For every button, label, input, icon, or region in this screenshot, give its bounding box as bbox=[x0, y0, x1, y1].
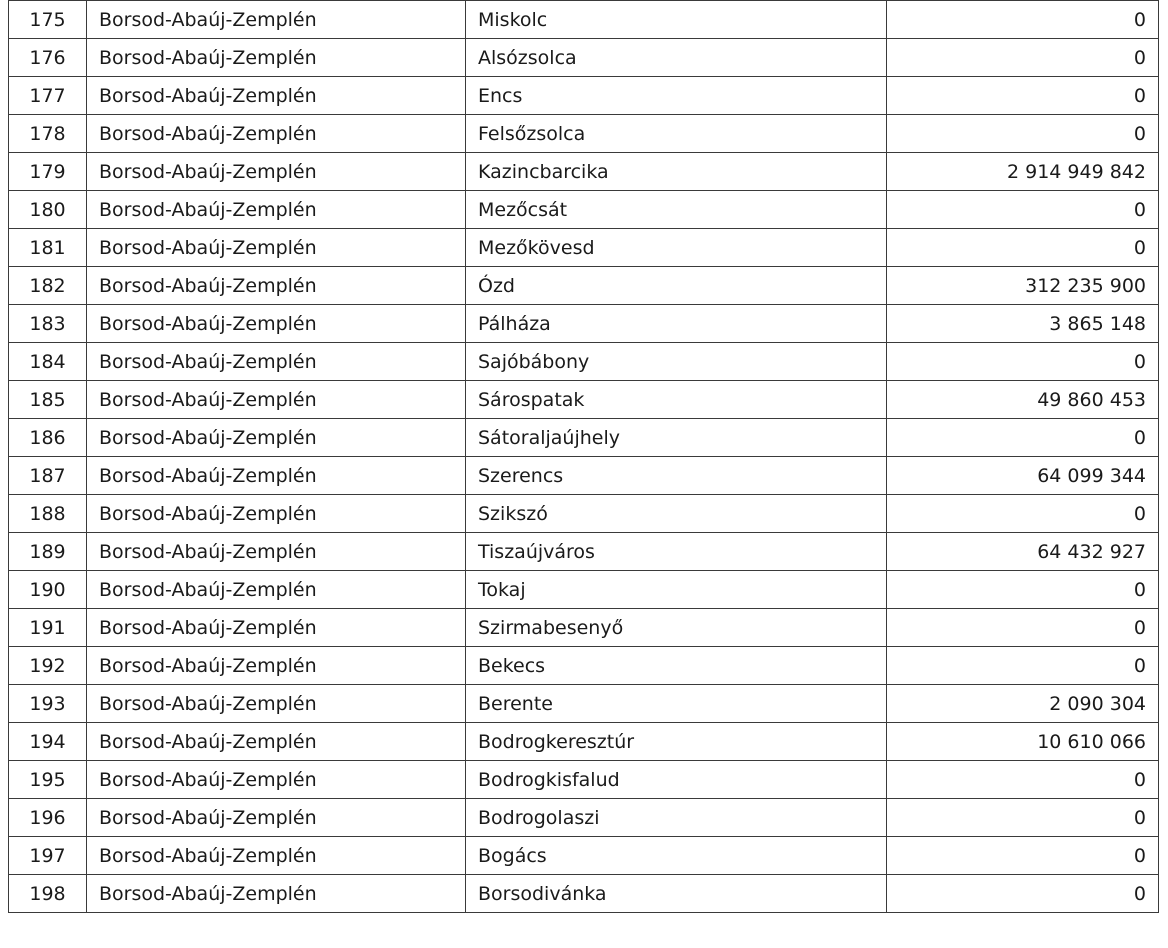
county-cell: Borsod-Abaúj-Zemplén bbox=[87, 495, 466, 533]
row-number-cell: 183 bbox=[9, 305, 87, 343]
row-number-cell: 192 bbox=[9, 647, 87, 685]
amount-cell: 0 bbox=[887, 229, 1159, 267]
row-number-cell: 191 bbox=[9, 609, 87, 647]
city-cell: Kazincbarcika bbox=[466, 153, 887, 191]
row-number-cell: 184 bbox=[9, 343, 87, 381]
row-number-cell: 188 bbox=[9, 495, 87, 533]
city-cell: Mezőkövesd bbox=[466, 229, 887, 267]
amount-cell: 0 bbox=[887, 875, 1159, 913]
amount-cell: 0 bbox=[887, 609, 1159, 647]
amount-cell: 2 090 304 bbox=[887, 685, 1159, 723]
city-cell: Pálháza bbox=[466, 305, 887, 343]
row-number-cell: 197 bbox=[9, 837, 87, 875]
county-cell: Borsod-Abaúj-Zemplén bbox=[87, 267, 466, 305]
table-row bbox=[9, 381, 1159, 419]
county-cell: Borsod-Abaúj-Zemplén bbox=[87, 229, 466, 267]
row-number-cell: 189 bbox=[9, 533, 87, 571]
amount-cell: 0 bbox=[887, 39, 1159, 77]
amount-cell: 0 bbox=[887, 761, 1159, 799]
county-cell: Borsod-Abaúj-Zemplén bbox=[87, 153, 466, 191]
county-cell: Borsod-Abaúj-Zemplén bbox=[87, 115, 466, 153]
table-row bbox=[9, 77, 1159, 115]
city-cell: Szirmabesenyő bbox=[466, 609, 887, 647]
county-cell: Borsod-Abaúj-Zemplén bbox=[87, 837, 466, 875]
amount-cell: 0 bbox=[887, 115, 1159, 153]
table-row bbox=[9, 609, 1159, 647]
table-body bbox=[9, 1, 1159, 913]
table-row bbox=[9, 685, 1159, 723]
city-cell: Bekecs bbox=[466, 647, 887, 685]
row-number-cell: 177 bbox=[9, 77, 87, 115]
city-cell: Szerencs bbox=[466, 457, 887, 495]
row-number-cell: 196 bbox=[9, 799, 87, 837]
city-cell: Szikszó bbox=[466, 495, 887, 533]
city-cell: Alsózsolca bbox=[466, 39, 887, 77]
table-row bbox=[9, 761, 1159, 799]
city-cell: Mezőcsát bbox=[466, 191, 887, 229]
table-row bbox=[9, 571, 1159, 609]
table-row bbox=[9, 723, 1159, 761]
amount-cell: 0 bbox=[887, 419, 1159, 457]
row-number-cell: 194 bbox=[9, 723, 87, 761]
amount-cell: 0 bbox=[887, 191, 1159, 229]
table-row bbox=[9, 457, 1159, 495]
county-cell: Borsod-Abaúj-Zemplén bbox=[87, 191, 466, 229]
amount-cell: 10 610 066 bbox=[887, 723, 1159, 761]
county-cell: Borsod-Abaúj-Zemplén bbox=[87, 381, 466, 419]
county-cell: Borsod-Abaúj-Zemplén bbox=[87, 647, 466, 685]
county-cell: Borsod-Abaúj-Zemplén bbox=[87, 571, 466, 609]
amount-cell: 0 bbox=[887, 77, 1159, 115]
amount-cell: 0 bbox=[887, 495, 1159, 533]
amount-cell: 312 235 900 bbox=[887, 267, 1159, 305]
row-number-cell: 185 bbox=[9, 381, 87, 419]
city-cell: Miskolc bbox=[466, 1, 887, 39]
amount-cell: 0 bbox=[887, 837, 1159, 875]
amount-cell: 0 bbox=[887, 1, 1159, 39]
county-cell: Borsod-Abaúj-Zemplén bbox=[87, 343, 466, 381]
city-cell: Sátoraljaújhely bbox=[466, 419, 887, 457]
row-number-cell: 176 bbox=[9, 39, 87, 77]
city-cell: Tokaj bbox=[466, 571, 887, 609]
county-cell: Borsod-Abaúj-Zemplén bbox=[87, 1, 466, 39]
city-cell: Borsodivánka bbox=[466, 875, 887, 913]
city-cell: Bogács bbox=[466, 837, 887, 875]
table-row bbox=[9, 191, 1159, 229]
table-row bbox=[9, 875, 1159, 913]
table-row bbox=[9, 533, 1159, 571]
county-cell: Borsod-Abaúj-Zemplén bbox=[87, 457, 466, 495]
county-cell: Borsod-Abaúj-Zemplén bbox=[87, 533, 466, 571]
table-row bbox=[9, 115, 1159, 153]
table-row bbox=[9, 343, 1159, 381]
amount-cell: 64 432 927 bbox=[887, 533, 1159, 571]
row-number-cell: 180 bbox=[9, 191, 87, 229]
city-cell: Bodrogolaszi bbox=[466, 799, 887, 837]
table-row bbox=[9, 495, 1159, 533]
amount-cell: 0 bbox=[887, 343, 1159, 381]
county-cell: Borsod-Abaúj-Zemplén bbox=[87, 39, 466, 77]
table-row bbox=[9, 39, 1159, 77]
amount-cell: 0 bbox=[887, 647, 1159, 685]
table-row bbox=[9, 799, 1159, 837]
table-row bbox=[9, 267, 1159, 305]
row-number-cell: 178 bbox=[9, 115, 87, 153]
row-number-cell: 181 bbox=[9, 229, 87, 267]
row-number-cell: 193 bbox=[9, 685, 87, 723]
city-cell: Bodrogkisfalud bbox=[466, 761, 887, 799]
row-number-cell: 179 bbox=[9, 153, 87, 191]
county-cell: Borsod-Abaúj-Zemplén bbox=[87, 875, 466, 913]
row-number-cell: 187 bbox=[9, 457, 87, 495]
amount-cell: 49 860 453 bbox=[887, 381, 1159, 419]
county-cell: Borsod-Abaúj-Zemplén bbox=[87, 419, 466, 457]
city-cell: Tiszaújváros bbox=[466, 533, 887, 571]
city-cell: Sárospatak bbox=[466, 381, 887, 419]
table-row bbox=[9, 229, 1159, 267]
amount-cell: 64 099 344 bbox=[887, 457, 1159, 495]
row-number-cell: 175 bbox=[9, 1, 87, 39]
city-cell: Ózd bbox=[466, 267, 887, 305]
row-number-cell: 182 bbox=[9, 267, 87, 305]
table-row bbox=[9, 153, 1159, 191]
county-cell: Borsod-Abaúj-Zemplén bbox=[87, 799, 466, 837]
city-cell: Encs bbox=[466, 77, 887, 115]
row-number-cell: 190 bbox=[9, 571, 87, 609]
county-cell: Borsod-Abaúj-Zemplén bbox=[87, 77, 466, 115]
city-cell: Bodrogkeresztúr bbox=[466, 723, 887, 761]
amount-cell: 2 914 949 842 bbox=[887, 153, 1159, 191]
table-row bbox=[9, 647, 1159, 685]
amount-cell: 3 865 148 bbox=[887, 305, 1159, 343]
table-row bbox=[9, 305, 1159, 343]
city-cell: Felsőzsolca bbox=[466, 115, 887, 153]
row-number-cell: 198 bbox=[9, 875, 87, 913]
county-cell: Borsod-Abaúj-Zemplén bbox=[87, 723, 466, 761]
city-cell: Sajóbábony bbox=[466, 343, 887, 381]
table-row bbox=[9, 1, 1159, 39]
county-cell: Borsod-Abaúj-Zemplén bbox=[87, 305, 466, 343]
table-row bbox=[9, 419, 1159, 457]
county-cell: Borsod-Abaúj-Zemplén bbox=[87, 609, 466, 647]
county-cell: Borsod-Abaúj-Zemplén bbox=[87, 761, 466, 799]
row-number-cell: 186 bbox=[9, 419, 87, 457]
amount-cell: 0 bbox=[887, 571, 1159, 609]
row-number-cell: 195 bbox=[9, 761, 87, 799]
county-cell: Borsod-Abaúj-Zemplén bbox=[87, 685, 466, 723]
amount-cell: 0 bbox=[887, 799, 1159, 837]
table-row bbox=[9, 837, 1159, 875]
city-cell: Berente bbox=[466, 685, 887, 723]
data-table bbox=[8, 0, 1159, 913]
